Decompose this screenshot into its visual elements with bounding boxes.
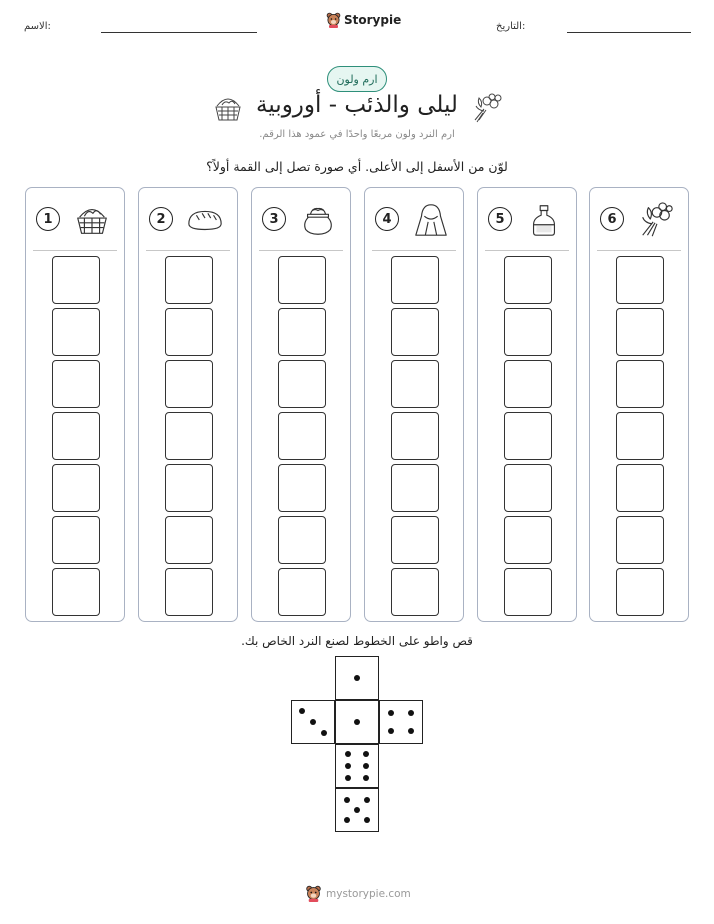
dice-pip xyxy=(363,763,369,769)
dice-pip xyxy=(388,710,394,716)
color-square[interactable] xyxy=(52,256,100,304)
color-square[interactable] xyxy=(391,464,439,512)
flower-bouquet-icon xyxy=(636,201,676,239)
cut-instruction: قص واطو على الخطوط لصنع النرد الخاص بك. xyxy=(241,634,473,648)
color-square[interactable] xyxy=(52,568,100,616)
dice-pip xyxy=(388,728,394,734)
name-label: الاسم: xyxy=(24,21,51,32)
basket-icon xyxy=(72,201,112,239)
column-number: 6 xyxy=(600,207,624,231)
red-hood-cape-icon xyxy=(411,201,451,239)
date-line[interactable] xyxy=(567,32,691,33)
page-title: ليلى والذئب - أوروبية xyxy=(256,92,458,118)
column-1 xyxy=(25,187,125,622)
column-header xyxy=(139,188,237,250)
dice-face-3 xyxy=(291,700,335,744)
color-square[interactable] xyxy=(52,412,100,460)
column-3 xyxy=(251,187,351,622)
dice-pip xyxy=(408,728,414,734)
dice-pip xyxy=(321,730,327,736)
storypie-logo xyxy=(326,12,401,28)
color-square[interactable] xyxy=(504,308,552,356)
column-header xyxy=(478,188,576,250)
color-square[interactable] xyxy=(391,412,439,460)
footer-url[interactable]: mystorypie.com xyxy=(326,887,411,900)
basket-title-icon xyxy=(212,93,244,123)
color-square[interactable] xyxy=(52,308,100,356)
color-square[interactable] xyxy=(616,568,664,616)
column-number: 5 xyxy=(488,207,512,231)
column-header xyxy=(252,188,350,250)
color-square[interactable] xyxy=(391,308,439,356)
column-header xyxy=(365,188,463,250)
logo-text: Storypie xyxy=(344,13,402,27)
dice-pip xyxy=(310,719,316,725)
color-square[interactable] xyxy=(504,256,552,304)
dice-pip xyxy=(344,797,350,803)
color-square[interactable] xyxy=(616,256,664,304)
color-square[interactable] xyxy=(278,568,326,616)
bread-loaf-icon xyxy=(185,201,225,239)
dice-pip xyxy=(354,807,360,813)
dice-pip xyxy=(344,817,350,823)
dice-face-1 xyxy=(335,700,379,744)
activity-badge: ارم ولون xyxy=(327,66,387,92)
color-square[interactable] xyxy=(504,516,552,564)
color-square[interactable] xyxy=(278,360,326,408)
dice-pip xyxy=(364,817,370,823)
color-square[interactable] xyxy=(391,568,439,616)
dice-face-6 xyxy=(335,744,379,788)
color-square[interactable] xyxy=(165,568,213,616)
color-square[interactable] xyxy=(165,308,213,356)
column-2 xyxy=(138,187,238,622)
column-divider xyxy=(33,250,117,251)
name-line[interactable] xyxy=(101,32,257,33)
column-number: 1 xyxy=(36,207,60,231)
column-divider xyxy=(146,250,230,251)
column-divider xyxy=(372,250,456,251)
color-square[interactable] xyxy=(278,308,326,356)
column-header xyxy=(26,188,124,250)
column-5 xyxy=(477,187,577,622)
dice-pip xyxy=(299,708,305,714)
subtitle: ارم النرد ولون مربعًا واحدًا في عمود هذا الرقم. xyxy=(259,129,455,140)
dice-face-5 xyxy=(335,788,379,832)
color-square[interactable] xyxy=(616,412,664,460)
column-divider xyxy=(597,250,681,251)
bear-mascot-icon xyxy=(305,885,322,902)
footer xyxy=(305,885,411,902)
dice-face-4 xyxy=(379,700,423,744)
color-square[interactable] xyxy=(504,464,552,512)
color-square[interactable] xyxy=(504,568,552,616)
color-square[interactable] xyxy=(391,360,439,408)
dice-pip xyxy=(363,751,369,757)
dice-pip xyxy=(345,763,351,769)
color-square[interactable] xyxy=(278,256,326,304)
column-divider xyxy=(259,250,343,251)
dice-pip xyxy=(408,710,414,716)
color-square[interactable] xyxy=(52,464,100,512)
color-square[interactable] xyxy=(278,412,326,460)
column-divider xyxy=(485,250,569,251)
color-square[interactable] xyxy=(165,256,213,304)
color-square[interactable] xyxy=(165,464,213,512)
dice-pip xyxy=(345,775,351,781)
column-number: 4 xyxy=(375,207,399,231)
color-square[interactable] xyxy=(391,256,439,304)
dice-pip xyxy=(345,751,351,757)
dice-pip xyxy=(363,775,369,781)
color-square[interactable] xyxy=(616,516,664,564)
dice-pip xyxy=(354,675,360,681)
color-square[interactable] xyxy=(52,360,100,408)
coloring-instruction: لوّن من الأسفل إلى الأعلى. أي صورة تصل إلى القمة أولاً؟ xyxy=(206,159,508,174)
column-6 xyxy=(589,187,689,622)
potion-bottle-icon xyxy=(524,201,564,239)
column-4 xyxy=(364,187,464,622)
color-square[interactable] xyxy=(165,412,213,460)
color-square[interactable] xyxy=(504,360,552,408)
column-number: 2 xyxy=(149,207,173,231)
column-number: 3 xyxy=(262,207,286,231)
color-square[interactable] xyxy=(616,308,664,356)
honey-pot-icon xyxy=(298,201,338,239)
color-square[interactable] xyxy=(616,360,664,408)
color-square[interactable] xyxy=(391,516,439,564)
dice-face-1 xyxy=(335,656,379,700)
color-square[interactable] xyxy=(52,516,100,564)
color-square[interactable] xyxy=(165,516,213,564)
column-header xyxy=(590,188,688,250)
dice-pip xyxy=(364,797,370,803)
dice-pip xyxy=(354,719,360,725)
color-square[interactable] xyxy=(504,412,552,460)
date-label: التاريخ: xyxy=(496,21,526,32)
color-square[interactable] xyxy=(616,464,664,512)
color-square[interactable] xyxy=(278,516,326,564)
color-square[interactable] xyxy=(278,464,326,512)
bear-mascot-icon xyxy=(326,12,341,28)
color-square[interactable] xyxy=(165,360,213,408)
